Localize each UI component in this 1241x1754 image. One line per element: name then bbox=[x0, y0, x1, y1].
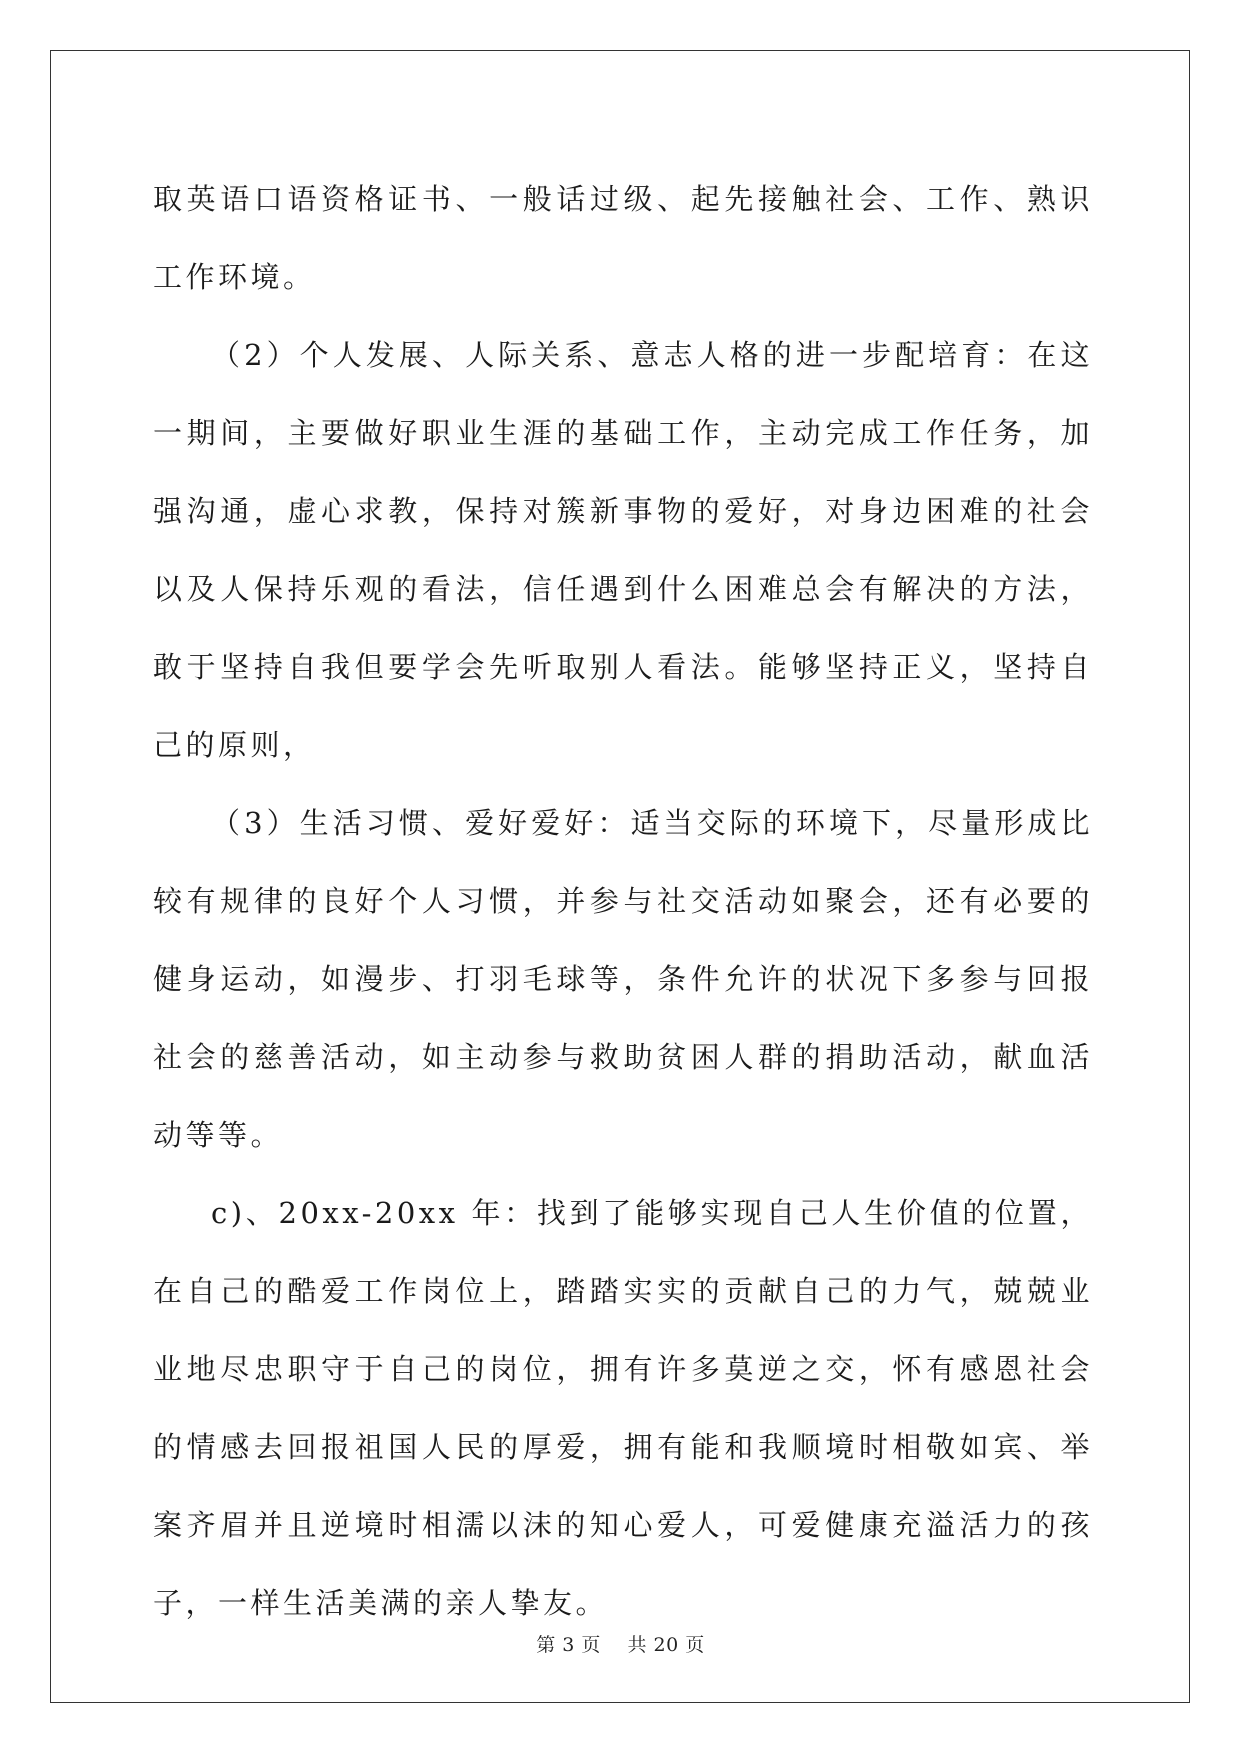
page-footer bbox=[0, 1630, 1241, 1657]
paragraph-3: （3）生活习惯、爱好爱好：适当交际的环境下，尽量形成比较有规律的良好个人习惯，并参与社交活动如聚会，还有必要的健身运动，如漫步、打羽毛球等，条件允许的状况下多参与回报社会的慈善活动，如主动参与救助贫困人群的捐助活动，献血活动等等。 bbox=[153, 806, 1093, 1152]
paragraph-4: c)、20xx-20xx 年：找到了能够实现自己人生价值的位置，在自己的酷爱工作岗位上，踏踏实实的贡献自己的力气，兢兢业业地尽忠职守于自己的岗位，拥有许多莫逆之交，怀有感恩社会的情感去回报祖国人民的厚爱，拥有能和我顺境时相敬如宾、举案齐眉并且逆境时相濡以沫的知心爱人，可爱健康充溢活力的孩子，一样生活美满的亲人挚友。 bbox=[153, 1196, 1093, 1620]
paragraph-2: （2）个人发展、人际关系、意志人格的进一步配培育：在这一期间，主要做好职业生涯的基础工作，主动完成工作任务，加强沟通，虚心求教，保持对簇新事物的爱好，对身边困难的社会以及人保持乐观的看法，信任遇到什么困难总会有解决的方法，敢于坚持自我但要学会先听取别人看法。能够坚持正义，坚持自己的原则， bbox=[153, 338, 1093, 762]
page-total: 共 20 页 bbox=[627, 1634, 705, 1656]
paragraph-1: 取英语口语资格证书、一般话过级、起先接触社会、工作、熟识工作环境。 bbox=[153, 182, 1093, 294]
page-number: 第 3 页 bbox=[536, 1634, 601, 1656]
document-body bbox=[153, 160, 1093, 1642]
